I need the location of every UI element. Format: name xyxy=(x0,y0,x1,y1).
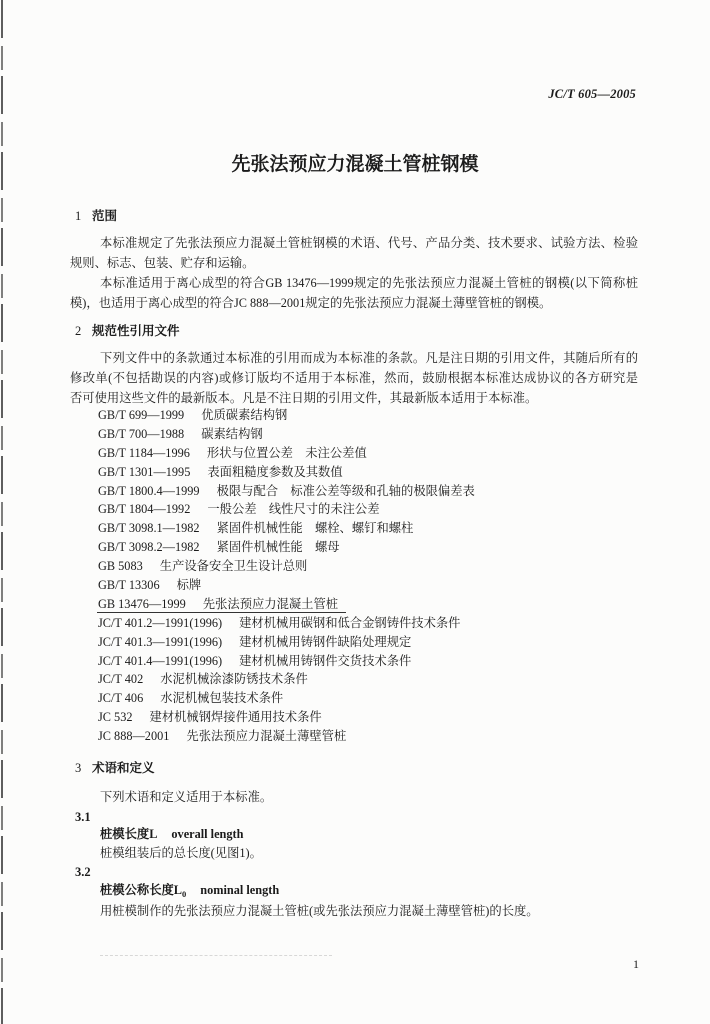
section-number: 2 xyxy=(75,324,82,338)
reference-title: 一般公差 线性尺寸的未注公差 xyxy=(207,502,380,517)
reference-code: GB/T 699—1999 xyxy=(98,408,185,422)
reference-title: 形状与位置公差 未注公差值 xyxy=(206,445,367,460)
section-title: 范围 xyxy=(92,208,118,223)
paragraph-line: 否可使用这些文件的最新版本。凡是不注日期的引用文件，其最新版本适用于本标准。 xyxy=(70,391,538,405)
paragraph xyxy=(70,348,638,408)
reference-item xyxy=(98,670,475,689)
reference-item xyxy=(98,557,475,576)
reference-code: GB/T 1301—1995 xyxy=(98,464,191,479)
reference-title: 建材机械用铸钢件缺陷处理规定 xyxy=(239,634,412,649)
section-number: 3 xyxy=(75,761,82,775)
reference-item xyxy=(98,652,475,671)
section-intro: 下列术语和定义适用于本标准。 xyxy=(100,790,273,804)
term-english: nominal length xyxy=(200,883,280,897)
reference-code: GB/T 1184—1996 xyxy=(98,445,190,460)
reference-item xyxy=(98,727,475,746)
reference-title: 标牌 xyxy=(176,578,202,593)
faint-scan-rule xyxy=(100,955,332,956)
reference-title: 先张法预应力混凝土管桩 xyxy=(202,596,339,611)
reference-code: JC/T 401.3—1991(1996) xyxy=(98,634,223,649)
reference-title: 建材机械用铸钢件交货技术条件 xyxy=(239,653,412,668)
reference-code: GB/T 1800.4—1999 xyxy=(98,483,200,498)
standard-number: JC/T 605—2005 xyxy=(548,87,636,101)
reference-item xyxy=(98,689,475,708)
section-number: 1 xyxy=(75,209,82,223)
reference-code: JC/T 401.4—1991(1996) xyxy=(98,653,223,668)
pen-underline-mark xyxy=(97,612,346,613)
reference-code: GB/T 3098.2—1982 xyxy=(98,540,200,555)
paragraph xyxy=(70,273,638,313)
term-english: overall length xyxy=(171,827,244,841)
reference-item xyxy=(98,406,475,425)
reference-title: 生产设备安全卫生设计总则 xyxy=(159,559,308,574)
reference-item xyxy=(98,463,475,482)
reference-item xyxy=(98,519,475,538)
reference-code: GB/T 3098.1—1982 xyxy=(98,521,200,536)
term-definition: 用桩模制作的先张法预应力混凝土管桩(或先张法预应力混凝土薄壁管桩)的长度。 xyxy=(100,904,539,918)
term-definition: 桩模组装后的总长度(见图1)。 xyxy=(100,846,262,860)
reference-title: 紧固件机械性能 螺栓、螺钉和螺柱 xyxy=(216,521,414,536)
reference-code: GB 5083 xyxy=(98,559,143,574)
reference-item xyxy=(98,633,475,652)
reference-title: 紧固件机械性能 螺母 xyxy=(216,540,340,555)
reference-title: 表面粗糙度参数及其数值 xyxy=(207,464,343,479)
clause-number: 3.2 xyxy=(75,865,91,879)
term-entry xyxy=(100,881,279,903)
reference-item xyxy=(98,708,475,727)
reference-code: JC 888—2001 xyxy=(98,729,170,744)
reference-code: GB/T 1804—1992 xyxy=(98,502,191,517)
paragraph-line: 本标准规定了先张法预应力混凝土管桩钢模的术语、代号、产品分类、技术要求、试验方法、检验 xyxy=(100,236,638,250)
reference-item xyxy=(98,595,475,614)
reference-code: GB 13476—1999 xyxy=(98,596,186,611)
reference-title: 水泥机械涂漆防锈技术条件 xyxy=(160,672,308,687)
reference-item xyxy=(98,444,475,463)
paragraph-line: 下列文件中的条款通过本标准的引用而成为本标准的条款。凡是注日期的引用文件，其随后所有的 xyxy=(100,351,638,365)
reference-code: JC/T 401.2—1991(1996) xyxy=(98,615,223,630)
section-heading-scope xyxy=(75,207,117,225)
page-number: 1 xyxy=(633,957,639,971)
reference-item xyxy=(98,576,475,595)
term-chinese: 桩模长度L xyxy=(100,827,158,841)
reference-item xyxy=(98,482,475,501)
section-heading-terms-and-definitions xyxy=(75,759,155,777)
reference-item xyxy=(98,538,475,557)
section-heading-normative-references xyxy=(75,322,180,340)
reference-title: 先张法预应力混凝土薄壁管桩 xyxy=(186,729,347,744)
reference-title: 极限与配合 标准公差等级和孔轴的极限偏差表 xyxy=(216,483,475,498)
section-title: 规范性引用文件 xyxy=(92,323,180,338)
reference-item xyxy=(98,425,475,444)
paragraph xyxy=(70,233,638,273)
reference-title: 水泥机械包装技术条件 xyxy=(160,691,284,706)
reference-item xyxy=(98,614,475,633)
reference-code: JC/T 402 xyxy=(98,672,144,687)
reference-item xyxy=(98,500,475,519)
reference-list xyxy=(98,406,475,746)
paragraph-line: 修改单(不包括勘误的内容)或修订版均不适用于本标准，然而，鼓励根据本标准达成协议的各方研究是 xyxy=(70,371,638,385)
section-title: 术语和定义 xyxy=(92,760,155,775)
paragraph-line: 模)，也适用于离心成型的符合JC 888—2001规定的先张法预应力混凝土薄壁管桩的钢模。 xyxy=(70,296,552,310)
reference-code: GB/T 13306 xyxy=(98,578,160,593)
reference-code: GB/T 700—1988 xyxy=(98,426,185,441)
reference-code: JC 532 xyxy=(98,710,133,725)
reference-title: 建材机械用碳钢和低合金钢铸件技术条件 xyxy=(239,615,461,630)
paragraph-line: 规则、标志、包装、贮存和运输。 xyxy=(70,256,255,270)
term-entry xyxy=(100,825,243,843)
reference-title: 建材机械钢焊接件通用技术条件 xyxy=(149,710,322,725)
clause-number: 3.1 xyxy=(75,810,91,824)
reference-title: 碳素结构钢 xyxy=(201,426,263,441)
reference-code: JC/T 406 xyxy=(98,691,144,706)
paragraph-line: 本标准适用于离心成型的符合GB 13476—1999规定的先张法预应力混凝土管桩的钢模(以下简称桩 xyxy=(100,276,638,290)
term-subscript: 0 xyxy=(181,889,187,899)
reference-title: 优质碳素结构钢 xyxy=(201,408,288,422)
term-chinese: 桩模公称长度L xyxy=(100,883,182,897)
document-title: 先张法预应力混凝土管桩钢模 xyxy=(231,153,479,175)
